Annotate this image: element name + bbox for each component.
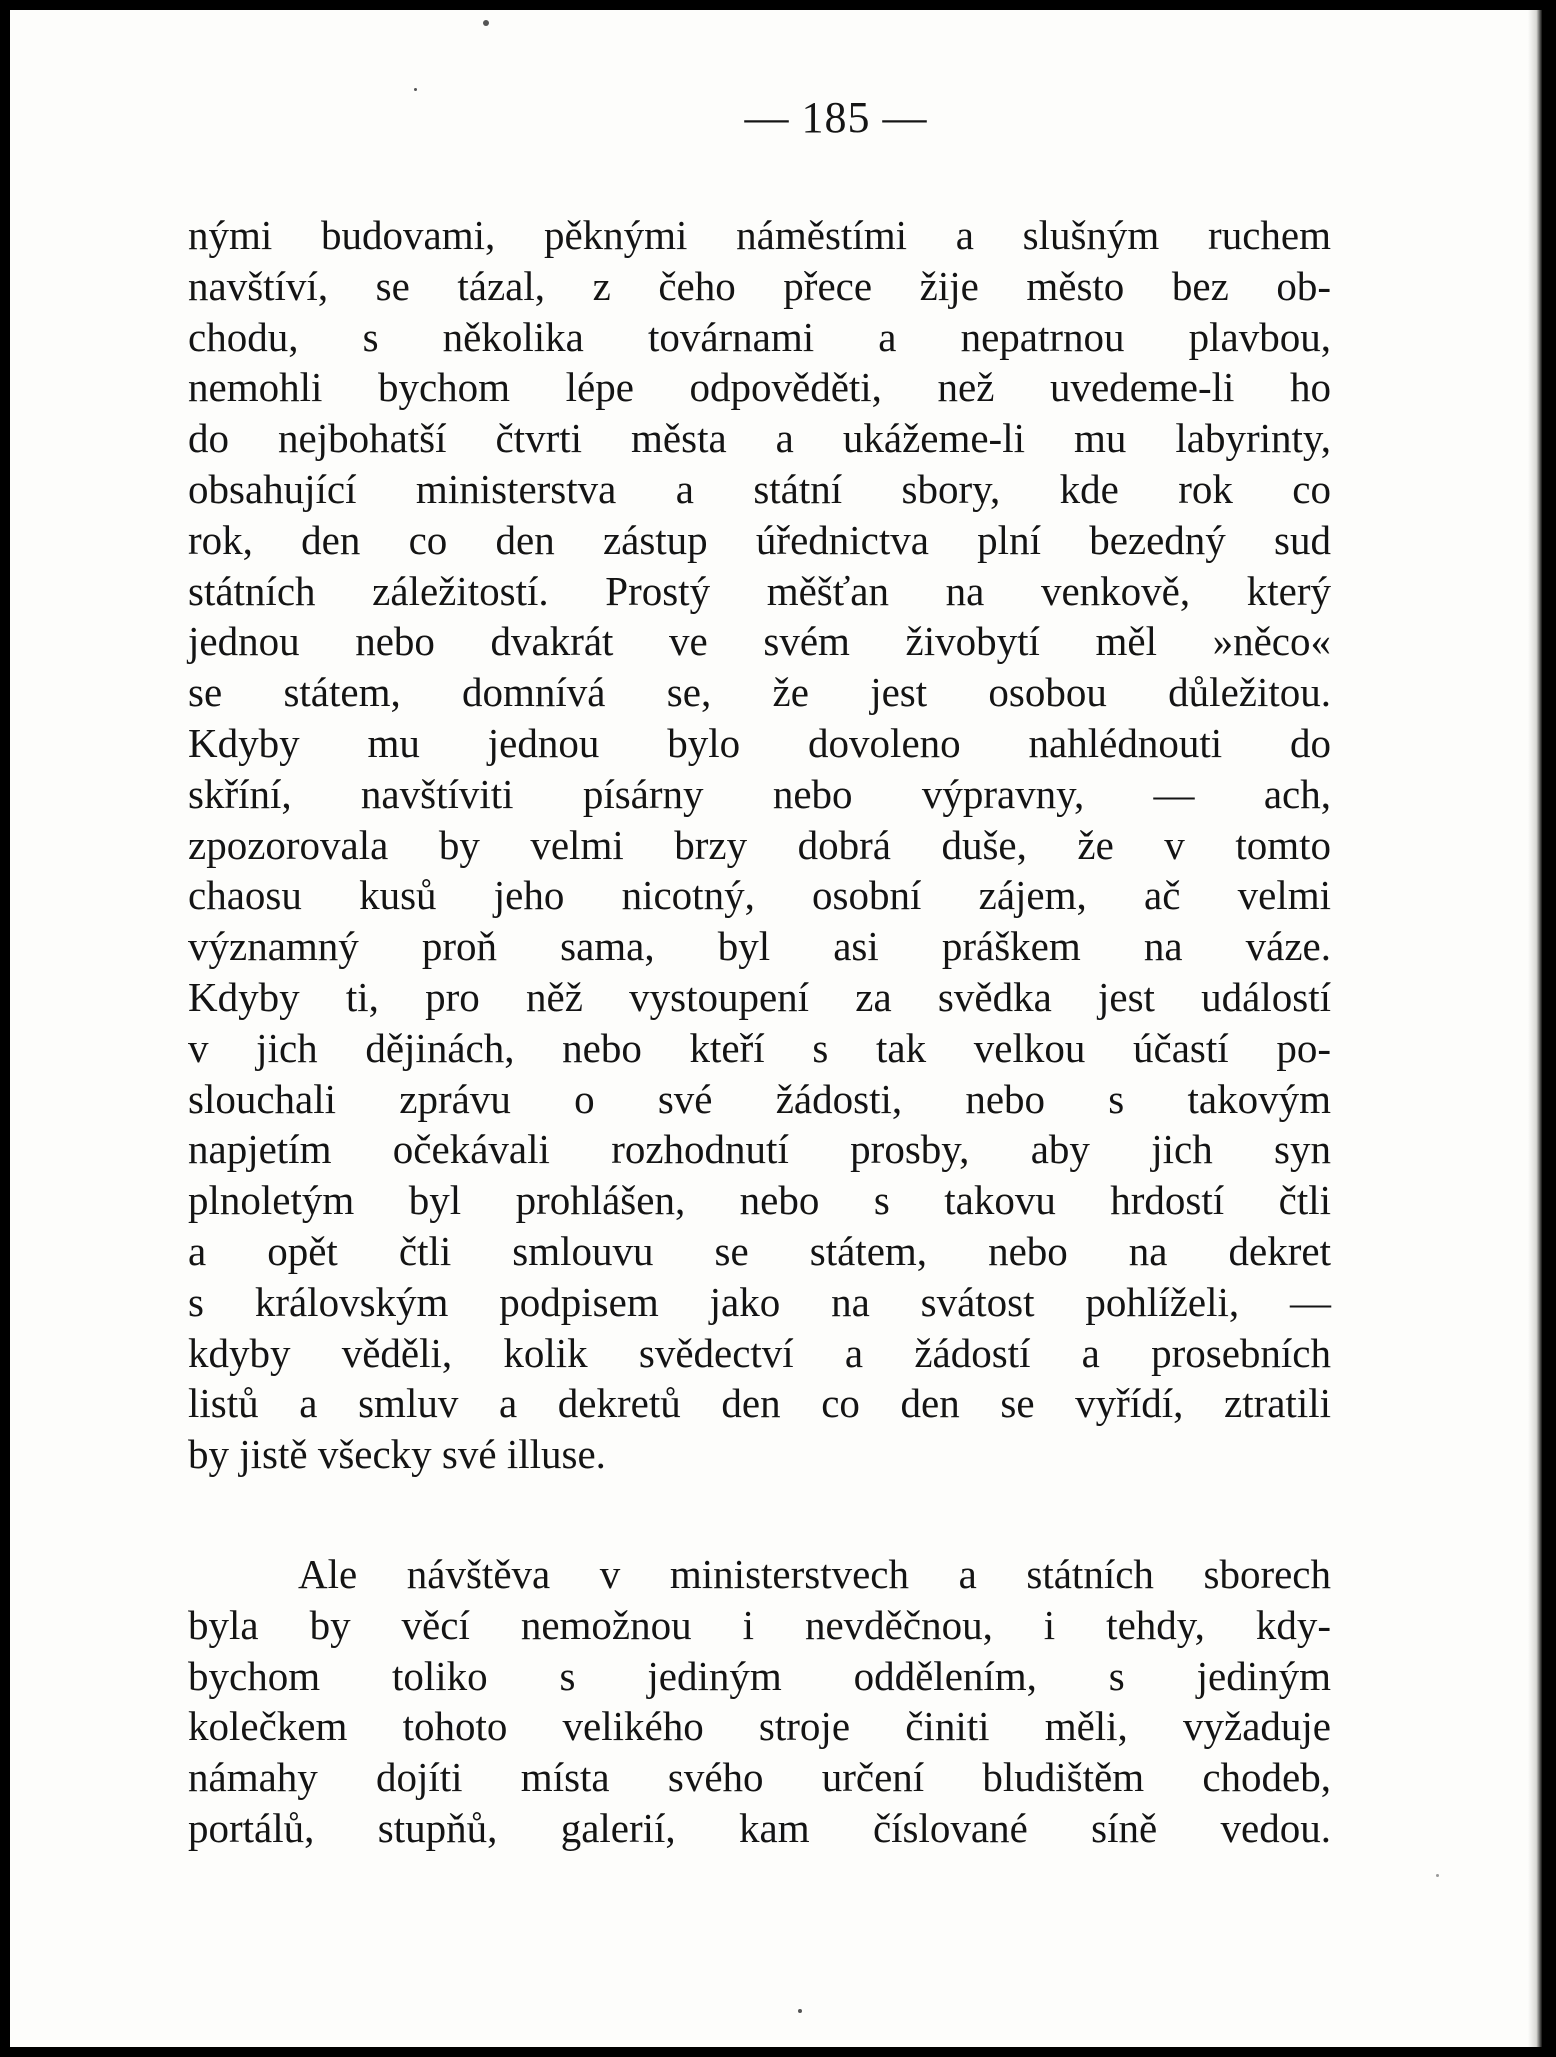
print-speck [483,20,489,26]
text-line: rok, den co den zástup úřednictva plní bezedný sud [188,516,1331,563]
paragraph-2 [188,1549,1331,1854]
page-number: — 185 — [744,93,928,142]
book-page [10,10,1542,2047]
text-line: státních záležitostí. Prostý měšťan na venkově, který [188,567,1331,614]
text-line: Kdyby ti, pro něž vystoupení za svědka jest událostí [188,973,1331,1020]
text-line: kdyby věděli, kolik svědectví a žádostí a prosebních [188,1329,1331,1376]
text-line: plnoletým byl prohlášen, nebo s takovu hrdostí čtli [188,1177,1331,1224]
text-line: chaosu kusů jeho nicotný, osobní zájem, ač velmi [188,872,1331,919]
text-line: skříní, navštíviti písárny nebo výpravny, — ach, [188,770,1331,817]
text-line: obsahující ministerstva a státní sbory, kde rok co [188,465,1331,512]
page-edge-shadow [1528,10,1542,2047]
text-line: chodu, s několika továrnami a nepatrnou plavbou, [188,313,1331,360]
text-line: s královským podpisem jako na svátost pohlíželi, — [188,1278,1331,1325]
text-line: Kdyby mu jednou bylo dovoleno nahlédnouti do [188,719,1331,766]
text-line: listů a smluv a dekretů den co den se vyřídí, ztratili [188,1380,1331,1427]
text-line: slouchali zprávu o své žádosti, nebo s takovým [188,1075,1331,1122]
text-line: navštíví, se tázal, z čeho přece žije město bez ob- [188,262,1331,309]
text-line: by jistě všecky své illuse. [188,1431,606,1478]
text-line: byla by věcí nemožnou i nevděčnou, i tehdy, kdy- [188,1601,1331,1648]
paragraph-1 [188,210,1331,1480]
text-line: napjetím očekávali rozhodnutí prosby, aby jich syn [188,1126,1331,1173]
print-speck [798,2009,802,2013]
text-line: do nejbohatší čtvrti města a ukážeme-li mu labyrinty, [188,415,1331,462]
text-line: jednou nebo dvakrát ve svém živobytí měl »něco« [188,618,1331,665]
text-line: v jich dějinách, nebo kteří s tak velkou účastí po- [188,1024,1331,1071]
text-line: Ale návštěva v ministerstvech a státních sborech [298,1551,1331,1597]
text-line: bychom toliko s jediným oddělením, s jediným [188,1652,1331,1699]
text-line: zpozorovala by velmi brzy dobrá duše, že v tomto [188,821,1331,868]
text-line: a opět čtli smlouvu se státem, nebo na dekret [188,1227,1331,1274]
text-line: se státem, domnívá se, že jest osobou důležitou. [188,669,1331,716]
print-speck [1436,1874,1439,1877]
text-line: nemohli bychom lépe odpověděti, než uvedeme-li ho [188,364,1331,411]
text-line: nými budovami, pěknými náměstími a slušným ruchem [188,212,1331,258]
text-line: kolečkem tohoto velikého stroje činiti měli, vyžaduje [188,1703,1331,1750]
text-line: portálů, stupňů, galerií, kam číslované síně vedou. [188,1804,1331,1851]
print-speck [414,88,417,91]
text-line: námahy dojíti místa svého určení bludištěm chodeb, [188,1754,1331,1801]
text-line: významný proň sama, byl asi práškem na váze. [188,923,1331,970]
